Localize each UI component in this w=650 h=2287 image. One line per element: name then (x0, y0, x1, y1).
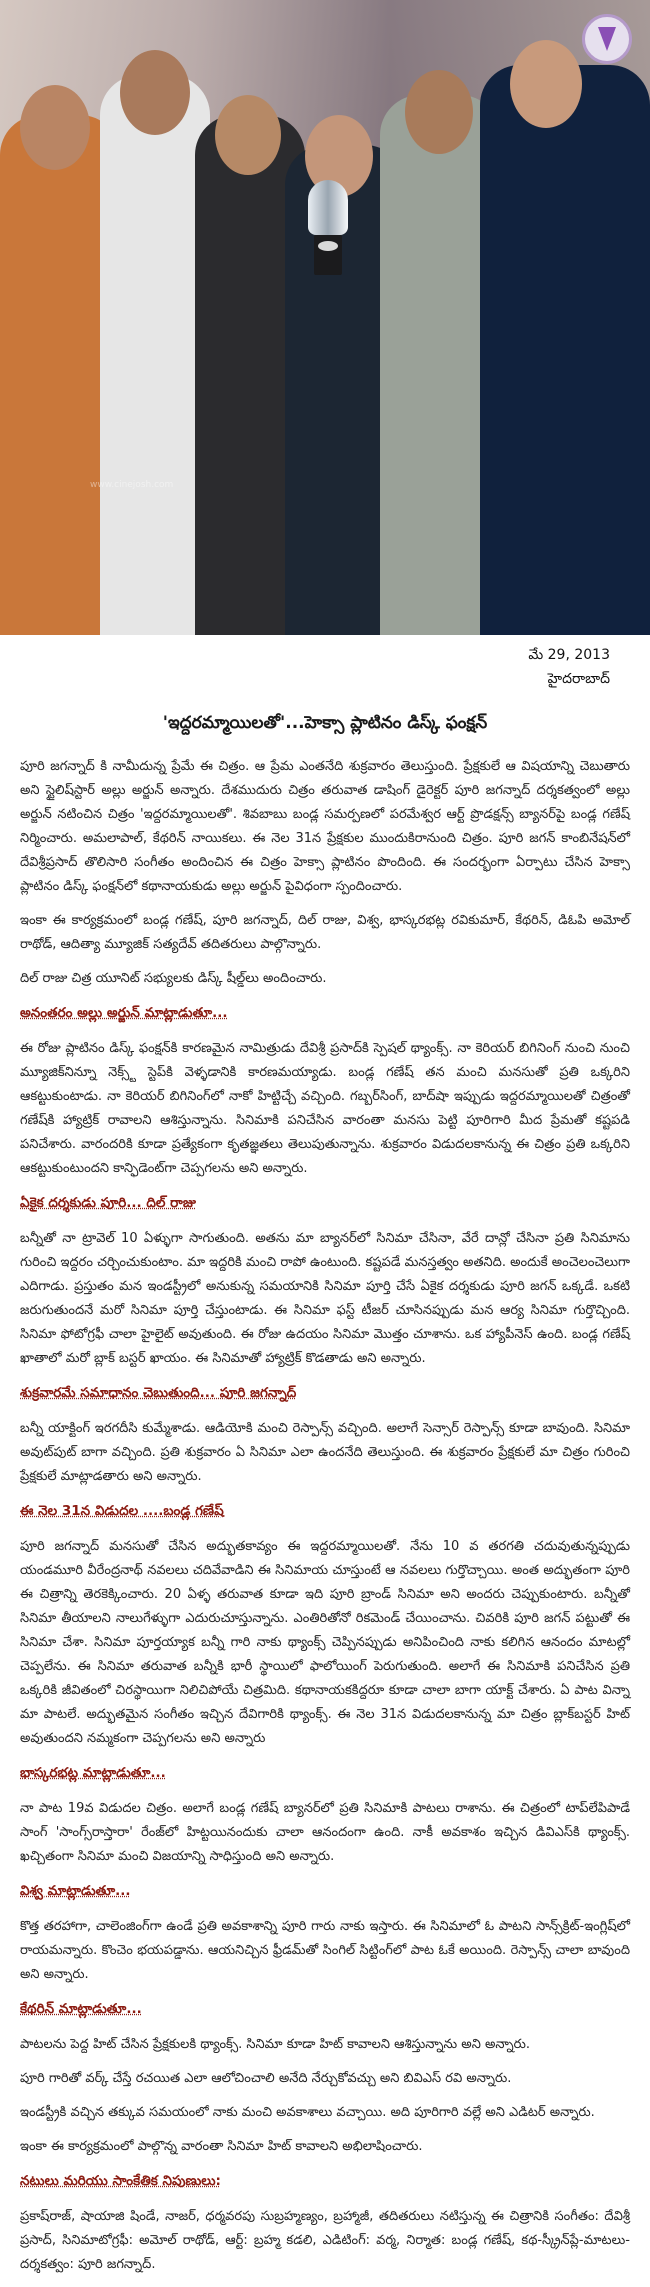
paragraph: కొత్త తరహాగా, చాలెంజింగ్‌గా ఉండే ప్రతి అవకాశాన్ని పూరి గారు నాకు ఇస్తారు. ఈ సినిమాలో ఓ పాటని సాన్స్‌క్రిట్-ఇంగ్లిష్‌లో రాయమన్నారు. కొంచెం భయపడ్డాను. ఆయనిచ్చిన ఫ్రీడమ్‌తో సింగిల్ సిట్టింగ్‌లో పాట ఓకే అయింది. రెస్పాన్స్ చాలా బావుంది అని అన్నారు. (20, 1919, 630, 1982)
section-heading: విశ్వ మాట్లాడుతూ... (20, 1883, 131, 1899)
person-head (215, 95, 281, 175)
paragraph: ఇంకా ఈ కార్యక్రమంలో బండ్ల గణేష్, పూరి జగన్నాద్, దిల్ రాజు, విశ్వ, భాస్కరభట్ల రవికుమార్, కేథరిన్, డిఓపి అమోల్ రాథోడ్, ఆదిత్యా మ్యూజిక్ సత్యదేవ్ తదితరులు పాల్గొన్నారు. (20, 913, 630, 952)
person-head (405, 70, 473, 154)
paragraph: ప్రకాష్‌రాజ్, షాయాజి షిండే, నాజర్, ధర్మవరపు సుబ్రహ్మణ్యం, బ్రహ్మాజీ, తదితరులు నటిస్తున్న ఈ చిత్రానికి సంగీతం: దేవిశ్రీ ప్రసాద్, సినిమాటోగ్రఫీ: అమోల్ రాథోడ్, ఆర్ట్: బ్రహ్మ కడలి, ఎడిటింగ్: వర్మ, నిర్మాత: బండ్ల గణేష్, కథ-స్క్రీన్‌ప్లే-మాటలు-దర్శకత్వం: పూరి జగన్నాద్. (20, 2209, 630, 2272)
paragraph: ఈ రోజు ప్లాటినం డిస్క్ ఫంక్షన్‌కి కారణమైన నామిత్రుడు దేవిశ్రీ ప్రసాద్‌కి స్పెషల్ థ్యాంక్స్. నా కెరియర్ బిగినింగ్ నుంచి నుంచి మ్యూజిక్‌నిన్నూ నెక్స్ట్ స్టెప్‌కి వెళ్ళడానికి కారణమయ్యాడు. బండ్ల గణేష్ తన మంచి మనసుతో ప్రతి ఒక్కరిని ఆకట్టుకుంటాడు. నా కెరియర్ బిగినింగ్‌లో నాకో హిట్టిచ్చే వచ్చింది. గబ్బర్‌సింగ్, బాద్‌షా ఇప్పుడు ఇద్దరమ్మాయిలతో చిత్రంతో గణేష్‌కి హ్యాట్రిక్ రావాలని ఆశిస్తున్నాను. సినిమాకి పనిచేసిన వారంతా మనసు పెట్టి పూరిగారి మీద ప్రేమతో కష్టపడి పనిచేశారు. వారందరికి కూడా ప్రత్యేకంగా కృతజ్ఞతలు తెలుపుతున్నాను. శుక్రవారం విడుదలకానున్న ఈ చిత్రం ప్రతి ఒక్కరిని ఆకట్టుకుంటుందని కాన్ఫిడెంట్‌గా చెప్పగలను అని అన్నారు. (20, 1041, 630, 1176)
paragraph: ఇండస్ట్రీకి వచ్చిన తక్కువ సమయంలో నాకు మంచి అవకాశాలు వచ్చాయి. అది పూరిగారి వల్లే అని ఎడిటర్ అన్నారు. (20, 2105, 595, 2120)
section-heading: భాస్కరభట్ల మాట్లాడుతూ... (20, 1765, 166, 1781)
section-heading: ఏకైక దర్శకుడు పూరి... దిల్ రాజు (20, 1195, 196, 1211)
section-heading: ఈ నెల 31న విడుదల ....బండ్ల గణేష్ (20, 1503, 224, 1519)
event-photo (0, 0, 650, 635)
person-silhouette (100, 75, 210, 635)
paragraph: పాటలను పెద్ద హిట్ చేసిన ప్రేక్షకులకి థ్యాంక్స్. సినిమా కూడా హిట్ కావాలని ఆశిస్తున్నాను అని అన్నారు. (20, 2037, 530, 2052)
person-head (510, 40, 582, 128)
section-heading: శుక్రవారమే సమాధానం చెబుతుంది... పూరి జగన్నాద్ (20, 1385, 297, 1401)
site-logo-icon (582, 14, 632, 64)
paragraph: పూరి జగన్నాద్ మనసుతో చేసిన అద్భుతకావ్యం ఈ ఇద్దరమ్మాయిలతో. నేను 10 వ తరగతి చదువుతున్నప్పుడు యండమూరి వీరేంద్రనాథ్ నవలలు చదివేవాడిని ఈ సినిమాయ చూస్తుంటే ఆ నవలలు గుర్తొచ్చాయి. అంత అద్భుతంగా పూరి ఈ చిత్రాన్ని తెరకెక్కించారు. 20 ఏళ్ళ తరువాత కూడా ఇది పూరి బ్రాండ్ సినిమా అని అందరు చెప్పుకుంటారు. బన్నీతో సినిమా తీయాలని నాలుగేళ్ళుగా ఎదురుచూస్తున్నాను. ఎంతిరితోనో రికమెండ్ చేయించాను. చివరికి పూరి జగన్ పట్టుతో ఈ సినిమా చేశా. సినిమా పూర్తయ్యాక బన్నీ గారి నాకు థ్యాంక్స్ చెప్పినప్పుడు అనిపించింది నాకు కలిగిన ఆనందం మాటల్లో చెప్పలేను. ఈ సినిమా తరువాత బన్నీకి భారీ స్థాయిలో ఫాలోయింగ్ పెరుగుతుంది. అలాగే ఈ సినిమాకి పనిచేసిన ప్రతి ఒక్కరికి జీవితంలో చిరస్థాయిగా నిలిచిపోయే చిత్రమిది. కథానాయకకిద్దరూ కూడా చాలా బాగా యాక్ట్ చేశారు. ఏ పాట విన్నా మా పాటలే. అద్భుతమైన సంగీతం ఇచ్చిన దేవిగారికి థ్యాంక్స్. ఈ నెల 31న విడుదలకానున్న మా చిత్రం బ్లాక్‌బస్టర్ హిట్ అవుతుందని నమ్మకంగా చెప్పగలను అని అన్నారు (20, 1539, 630, 1746)
person-head (20, 85, 90, 170)
article-body (0, 755, 650, 2277)
person-silhouette (480, 65, 650, 635)
article-title: 'ఇద్దరమ్మాయిలతో'...హెక్సా ప్లాటినం డిస్క్ ఫంక్షన్ (162, 713, 488, 733)
person-head (120, 50, 190, 135)
article-location: హైదరాబాద్ (547, 671, 610, 687)
section-heading: కేథరిన్ మాట్లాడుతూ... (20, 2001, 142, 2017)
platinum-disc-trophy (308, 180, 348, 275)
paragraph: ఇంకా ఈ కార్యక్రమంలో పాల్గొన్న వారంతా సినిమా హిట్ కావాలని అభిలాషించారు. (20, 2139, 423, 2154)
paragraph: పూరి జగన్నాద్ కి నామీదున్న ప్రేమే ఈ చిత్రం. ఆ ప్రేమ ఎంతనేది శుక్రవారం తెలుస్తుంది. ప్రేక్షకులే ఆ విషయాన్ని చెబుతారు అని స్టైలిష్‌స్టార్ అల్లు అర్జున్ అన్నారు. దేశముదురు చిత్రం తరువాత డాషింగ్ డైరెక్టర్ పూరి జగన్నాద్ దర్శకత్వంలో అల్లు అర్జున్ నటించిన చిత్రం 'ఇద్దరమ్మాయిలతో'. శివబాబు బండ్ల సమర్పణలో పరమేశ్వర ఆర్ట్ ప్రొడక్షన్స్ బ్యానర్‌పై బండ్ల గణేష్ నిర్మించారు. అమలాపాల్, కేథరిన్ నాయికలు. ఈ నెల 31న ప్రేక్షకుల ముందుకిరానుంది చిత్రం. పూరి జగన్ కాంబినేషన్‌లో దేవిశ్రీప్రసాద్ తొలిసారి సంగీతం అందించిన ఈ చిత్రం హెక్సా ప్లాటినం పొందింది. ఈ సందర్భంగా ఏర్పాటు చేసిన హెక్సా ప్లాటినం డిస్క్ ఫంక్షన్‌లో కథానాయకుడు అల్లు అర్జున్ పైవిధంగా స్పందించారు. (20, 759, 630, 894)
paragraph: బన్నీ యాక్టింగ్ ఇరగదీసి కుమ్మేశాడు. ఆడియోకి మంచి రెస్పాన్స్ వచ్చింది. అలాగే సెన్సార్ రెస్పాన్స్ కూడా బావుంది. సినిమా అవుట్‌పుట్ బాగా వచ్చింది. ప్రతి శుక్రవారం ఏ సినిమా ఎలా ఉందనేది తెలుస్తుంది. ఈ శుక్రవారం ప్రేక్షకులే మా చిత్రం గురించి ప్రేక్షకులే మాట్లాడతారు అని అన్నారు. (20, 1421, 630, 1484)
paragraph: నా పాట 19వ విడుదల చిత్రం. అలాగే బండ్ల గణేష్ బ్యానర్‌లో ప్రతి సినిమాకి పాటలు రాశాను. ఈ చిత్రంలో టాప్‌లేపిపాడే సాంగ్ 'సాంగ్స్‌రాస్తారా' రేంజ్‌లో హిట్టయినందుకు చాలా ఆనందంగా ఉంది. నాకీ అవకాశం ఇచ్చిన డివిఎస్‌కి థ్యాంక్స్. ఖచ్చితంగా సినిమా మంచి విజయాన్ని సాధిస్తుంది అని అన్నారు. (20, 1801, 630, 1864)
photo-watermark: www.cinejosh.com (90, 480, 174, 490)
article-date: మే 29, 2013 (528, 647, 610, 663)
paragraph: బన్నీతో నా ట్రావెల్ 10 ఏళ్ళుగా సాగుతుంది. అతను మా బ్యానర్‌లో సినిమా చేసినా, వేరే దాన్లో చేసినా ప్రతి సినిమాను గురించి ఇద్దరం చర్చించుకుంటాం. మా ఇద్దరికి మంచి రాపో ఉంటుంది. కష్టపడే మనస్తత్వం అతనిది. అందుకే అంచెలంచెలుగా ఎదిగాడు. ప్రస్తుతం మన ఇండస్ట్రీలో అనుకున్న సమయానికి సినిమా పూర్తి చేసే ఏకైక దర్శకుడు పూరి జగన్ ఒక్కడే. ఒకటి జరుగుతుందనే మరో సినిమా పూర్తి చేస్తుంటాడు. ఈ సినిమా ఫస్ట్ టీజర్ చూసినప్పుడు మన ఆర్య సినిమా గుర్తొచ్చింది. సినిమా ఫోటోగ్రఫీ చాలా హైలైట్ అవుతుంది. ఈ రోజు ఉదయం సినిమా మొత్తం చూశాను. ఒక హ్యాపీనెస్‌ ఉంది. బండ్ల గణేష్ ఖాతాలో మరో బ్లాక్ బస్టర్ ఖాయం. ఈ సినిమాతో హ్యాట్రిక్ కొడతాడు అని అన్నారు. (20, 1231, 630, 1366)
paragraph: దిల్ రాజు చిత్ర యూనిట్ సభ్యులకు డిస్క్ షీల్డ్‌లు అందించారు. (20, 971, 327, 986)
section-heading: అనంతరం అల్లు అర్జున్ మాట్లాడుతూ... (20, 1005, 228, 1021)
section-heading: నటులు మరియు సాంకేతిక నిపుణులు: (20, 2173, 221, 2189)
paragraph: పూరి గారితో వర్క్ చేస్తే రచయిత ఎలా ఆలోచించాలి అనేది నేర్చుకోవచ్చు అని బివిఎస్ రవి అన్నారు. (20, 2071, 512, 2086)
article-meta (0, 643, 650, 691)
